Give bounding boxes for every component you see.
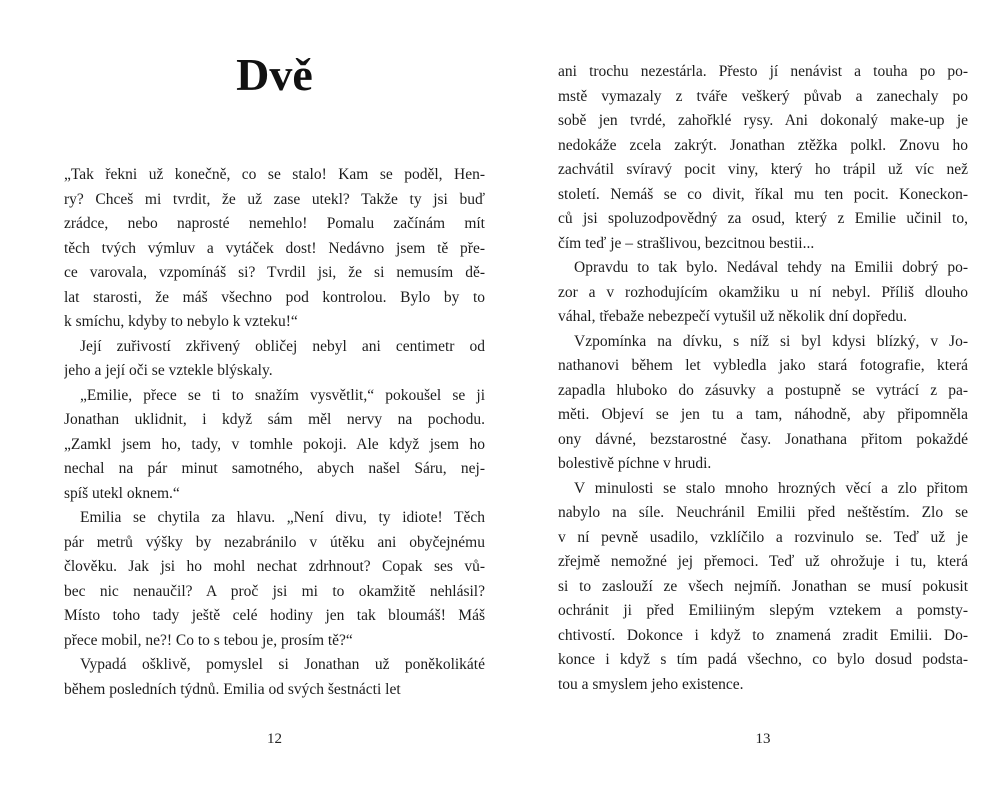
text-line: zřejmě nemožné jej přemoci. Teď už ohrožuje i tu, která	[558, 553, 968, 570]
text-line: Jonathan uklidnit, i když sám měl nervy na pochodu.	[64, 411, 485, 428]
text-line: si to zaslouží ze všech nejmíň. Jonathan se musí pokusit	[558, 577, 968, 595]
text-line: zapadla hluboko do zásuvky a postupně se vytrácí z pa-	[558, 381, 968, 399]
text-line: čím teď je – strašlivou, bezcitnou bestii...	[558, 234, 815, 252]
text-line: přece mobil, ne?! Co to s tebou je, prosím tě?“	[64, 631, 353, 649]
text-line: ani trochu nezestárla. Přesto jí nenávist a touha po po-	[558, 63, 968, 80]
text-line: bolestivě píchne v hrudi.	[558, 455, 712, 472]
text-line: během posledních týdnů. Emilia od svých šestnácti let	[64, 680, 401, 698]
text-line: Opravdu to tak bylo. Nedával tehdy na Emilii dobrý po-	[574, 259, 968, 276]
text-line: ony dávné, bezstarostné časy. Jonathana přitom pokaždé	[558, 430, 968, 448]
text-line: zachvátil svíravý pocit viny, který ho trápil už víc než	[558, 161, 968, 178]
text-line: století. Nemáš se co divit, říkal mu ten pocit. Koneckon-	[558, 185, 968, 203]
text-line: bec nic nenaučil? A proč jsi mi to okamžitě nehlásil?	[64, 582, 485, 600]
text-line: v ní pevně usadilo, vzklíčilo a rozvinulo se. Teď už je	[558, 528, 968, 546]
text-line: „Emilie, přece se ti to snažím vysvětlit,“ pokoušel se ji	[80, 386, 485, 404]
text-line: nabylo na síle. Neuchránil Emilii před neštěstím. Zlo se	[558, 504, 968, 521]
text-line: zrádce, nebo naprosté nemehlo! Pomalu začínám mít	[64, 215, 485, 232]
text-line: „Tak řekni už konečně, co se stalo! Kam se poděl, Hen-	[64, 166, 485, 183]
text-line: ochránit ji před Emiliiným slepým vztekem a pomsty-	[558, 602, 968, 619]
text-line: mstě vymazaly z tváře veškerý půvab a zanechaly po	[558, 87, 968, 105]
text-line: lat starosti, že máš všechno pod kontrolou. Bylo by to	[64, 288, 485, 306]
text-line: konce i když s tím padá všechno, co bylo dosud podsta-	[558, 651, 968, 668]
text-line: Emilia se chytila za hlavu. „Není divu, ty idiote! Těch	[80, 509, 485, 526]
text-line: spíš utekl oknem.“	[64, 484, 180, 502]
text-line: zor a v rozhodujícím okamžiku u ní nebyl. Příliš dlouho	[558, 283, 968, 301]
text-line: člověku. Jak jsi ho mohl nechat zdrhnout? Copak ses vů-	[64, 558, 485, 575]
text-line: ců jsi spoluzodpovědný za osud, který z Emilie učinil to,	[558, 210, 968, 227]
text-line: ry? Chceš mi tvrdit, že už zase utekl? Takže ty jsi buď	[64, 190, 485, 208]
text-line: Její zuřivostí zkřivený obličej nebyl ani centimetr od	[80, 337, 485, 355]
text-line: pár metrů výšky by nezabránilo v útěku ani obyčejnému	[64, 533, 485, 551]
chapter-heading: Dvě	[236, 49, 313, 100]
text-line: jeho a její oči se vztekle blýskaly.	[64, 362, 273, 379]
left-page-text	[64, 163, 485, 702]
text-line: V minulosti se stalo mnoho hrozných věcí a zlo přitom	[574, 479, 968, 497]
text-line: ce varovala, vzpomínáš si? Tvrdil jsi, že si nemusím dě-	[64, 264, 485, 281]
text-line: Místo toho tady ještě celé hodiny jen tak bloumáš! Máš	[64, 607, 485, 624]
text-line: „Zamkl jsem ho, tady, v tomhle pokoji. Ale když jsem ho	[64, 435, 485, 453]
page-left	[64, 0, 485, 800]
text-line: sobě jen tvrdé, zahořklé rysy. Ani dokonalý make-up je	[558, 112, 968, 129]
right-page-text	[558, 60, 968, 697]
text-line: nechal na pár minut samotného, abych našel Sáru, nej-	[64, 460, 485, 477]
page-right	[558, 0, 968, 800]
text-line: nathanovi během let vybledla jako stará fotografie, která	[558, 357, 968, 374]
text-line: k smíchu, kdyby to nebylo k vzteku!“	[64, 313, 298, 330]
page-number-right: 13	[755, 731, 771, 747]
text-line: váhal, třebaže nebezpečí vytušil už několik dní dopředu.	[558, 308, 908, 325]
text-line: Vzpomínka na dívku, s níž si byl kdysi blízký, v Jo-	[574, 332, 968, 350]
text-line: nedokáže zcela zakrýt. Jonathan ztěžka polkl. Znovu ho	[558, 136, 968, 154]
text-line: těch tvých výmluv a vytáček dost! Nedávno jsem tě pře-	[64, 239, 485, 257]
text-line: měti. Objeví se jen tu a tam, náhodně, aby připomněla	[558, 406, 968, 423]
text-line: Vypadá ošklivě, pomyslel si Jonathan už poněkolikáté	[80, 656, 485, 673]
text-line: chtivostí. Dokonce i když to znamená zradit Emilii. Do-	[558, 626, 968, 644]
text-line: tou a smyslem jeho existence.	[558, 675, 744, 693]
page-number-left: 12	[267, 731, 282, 747]
